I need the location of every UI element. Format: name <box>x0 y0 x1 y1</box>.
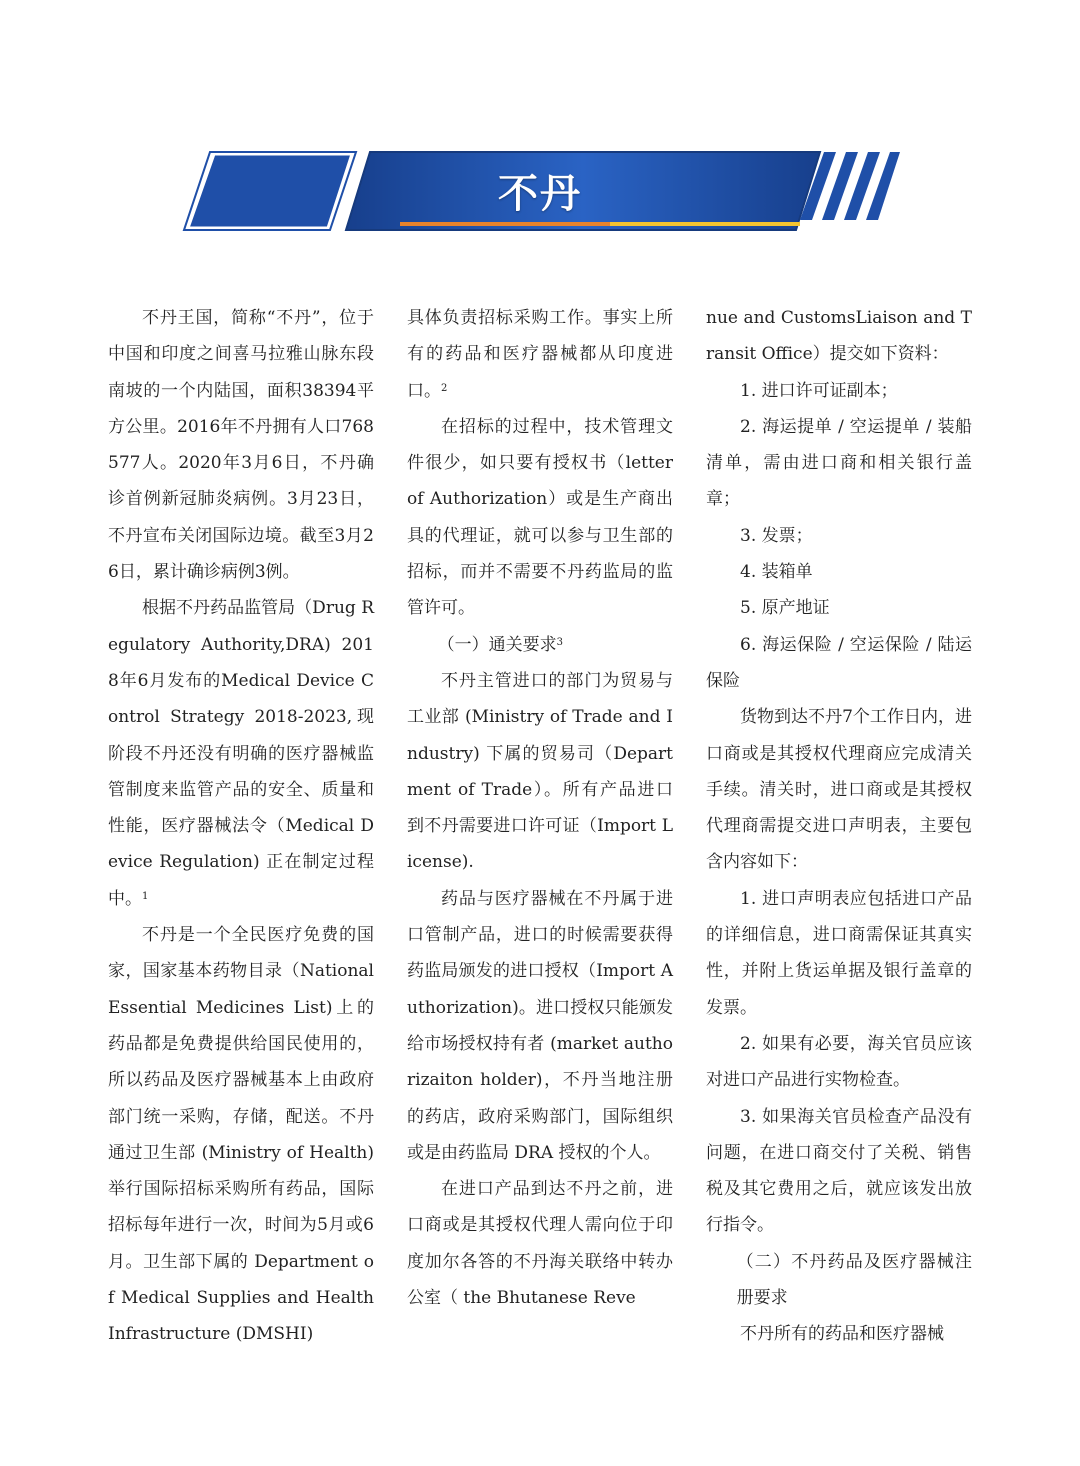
paragraph: 不丹是一个全民医疗免费的国家，国家基本药物目录（National Essential Medicines List)上的药品都是免费提供给国民使用的，所以药品及医疗器械基本上由政府部门统一采购，存储，配送。不丹通过卫生部 (Ministry of Health) 举行国际招标采购所有药品，国际招标每年进行一次，时间为5月或6月。卫生部下属的 Department of Medical Supplies and Health Infrastructure (DMSHI) <box>108 925 374 1345</box>
paragraph: 不丹主管进口的部门为贸易与工业部 (Ministry of Trade and Industry) 下属的贸易司（Department of Trade）。所有产品进口到不丹需要进口许可证（Import License). <box>407 670 673 873</box>
paragraph: 不丹所有的药品和医疗器械 <box>740 1324 944 1345</box>
list-item: 3. 发票； <box>740 525 813 546</box>
list-item: 3. 如果海关官员检查产品没有问题，在进口商交付了关税、销售税及其它费用之后，就应该发出放行指令。 <box>706 1106 972 1236</box>
paragraph: nue and CustomsLiaison and Transit Office）提交如下资料： <box>706 308 972 365</box>
title-banner <box>180 148 900 240</box>
section-heading: （一）通关要求$^3$ <box>437 634 563 655</box>
text-column-3 <box>706 300 972 1353</box>
paragraph: 药品与医疗器械在不丹属于进口管制产品，进口的时候需要获得药监局颁发的进口授权（Import Authorization)。进口授权只能颁发给市场授权持有者 (market authorizaiton holder)，不丹当地注册的药店，政府采购部门，国际组织或是由药监局 DRA 授权的个人。 <box>407 888 673 1163</box>
page-title: 不丹 <box>498 171 582 217</box>
list-item: 4. 装箱单 <box>740 562 813 583</box>
paragraph: 不丹王国，简称“不丹”，位于中国和印度之间喜马拉雅山脉东段南坡的一个内陆国，面积38394平方公里。2016年不丹拥有人口768577人。2020年3月6日，不丹确诊首例新冠肺炎病例。3月23日，不丹宣布关闭国际边境。截至3月26日，累计确诊病例3例。 <box>108 308 374 583</box>
list-item: 6. 海运保险 / 空运保险 / 陆运保险 <box>706 634 972 691</box>
paragraph: 在进口产品到达不丹之前，进口商或是其授权代理人需向位于印度加尔各答的不丹海关联络中转办公室（ the Bhutanese Reve <box>407 1179 673 1309</box>
footnote-ref: 2 <box>441 382 448 394</box>
text-column-1 <box>108 300 374 1353</box>
list-item: 2. 如果有必要，海关官员应该对进口产品进行实物检查。 <box>706 1033 972 1091</box>
list-item: 5. 原产地证 <box>740 598 830 619</box>
paragraph: 根据不丹药品监管局（Drug Regulatory Authority,DRA) 2018年6月发布的Medical Device Control Strategy 2018-2023,现阶段不丹还没有明确的医疗器械监管制度来监管产品的安全、质量和性能，医疗器械法令（Medical Device Regulation) 正在制定过程中。$^1$ <box>108 598 374 909</box>
footnote-ref: 1 <box>142 890 149 902</box>
paragraph: 具体负责招标采购工作。事实上所有的药品和医疗器械都从印度进口。$^2$ <box>407 308 673 401</box>
paragraph: 货物到达不丹7个工作日内，进口商或是其授权代理商应完成清关手续。清关时，进口商或是其授权代理商需提交进口声明表，主要包含内容如下： <box>706 707 972 873</box>
footnote-ref: 3 <box>556 636 563 648</box>
list-item: 2. 海运提单 / 空运提单 / 装船清单，需由进口商和相关银行盖章； <box>706 416 972 510</box>
list-item: 1. 进口声明表应包括进口产品的详细信息，进口商需保证其真实性，并附上货运单据及银行盖章的发票。 <box>706 888 972 1018</box>
text-column-2 <box>407 300 673 1316</box>
paragraph: 在招标的过程中，技术管理文件很少，如只要有授权书（letter of Authorization）或是生产商出具的代理证，就可以参与卫生部的招标，而并不需要不丹药监局的监管许可。 <box>407 416 673 619</box>
section-heading: （二）不丹药品及医疗器械注册要求 <box>736 1251 972 1309</box>
list-item: 1. 进口许可证副本； <box>740 380 898 401</box>
